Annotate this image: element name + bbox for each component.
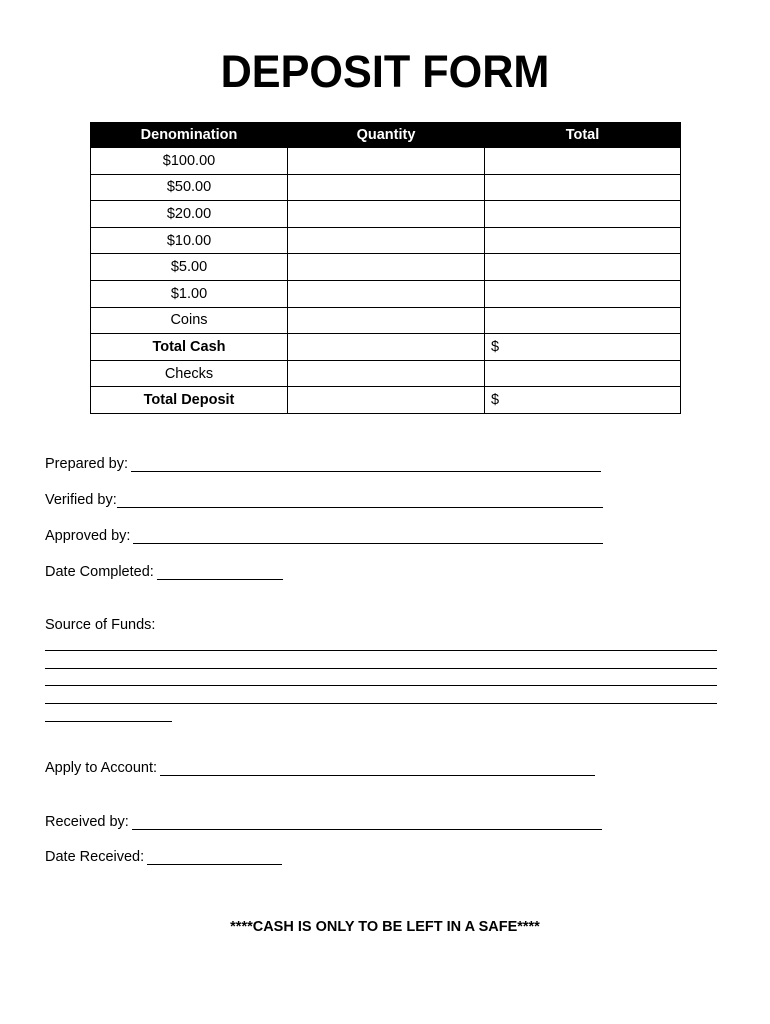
verified-by-line[interactable] xyxy=(117,493,603,508)
quantity-cell[interactable] xyxy=(288,174,485,201)
quantity-cell[interactable] xyxy=(288,387,485,414)
form-title: DEPOSIT FORM xyxy=(220,46,550,97)
apply-to-account-field xyxy=(45,760,595,776)
denomination-cell: $1.00 xyxy=(91,280,288,307)
denomination-cell: $20.00 xyxy=(91,201,288,228)
header-total: Total xyxy=(485,123,681,148)
date-completed-line[interactable] xyxy=(157,565,283,580)
denomination-cell: Total Cash xyxy=(91,334,288,361)
quantity-cell[interactable] xyxy=(288,360,485,387)
denomination-cell: Total Deposit xyxy=(91,387,288,414)
table-row xyxy=(91,254,681,281)
table-header-row xyxy=(91,123,681,148)
approved-by-label: Approved by: xyxy=(45,528,131,544)
table-row xyxy=(91,307,681,334)
safe-notice: ****CASH IS ONLY TO BE LEFT IN A SAFE**** xyxy=(230,919,540,935)
total-cell[interactable] xyxy=(485,254,681,281)
source-line-4[interactable] xyxy=(45,703,717,704)
table-row xyxy=(91,280,681,307)
header-quantity: Quantity xyxy=(288,123,485,148)
table-row-total-deposit xyxy=(91,387,681,414)
total-cell[interactable] xyxy=(485,360,681,387)
approved-by-field xyxy=(45,528,603,544)
received-by-field xyxy=(45,814,602,830)
denomination-cell: $100.00 xyxy=(91,148,288,175)
header-denomination: Denomination xyxy=(91,123,288,148)
denomination-cell: $5.00 xyxy=(91,254,288,281)
source-line-1[interactable] xyxy=(45,650,717,651)
total-cell[interactable] xyxy=(485,148,681,175)
total-cell[interactable]: $ xyxy=(485,387,681,414)
verified-by-label: Verified by: xyxy=(45,492,117,508)
quantity-cell[interactable] xyxy=(288,148,485,175)
quantity-cell[interactable] xyxy=(288,334,485,361)
table-row xyxy=(91,227,681,254)
table-row-total-cash xyxy=(91,334,681,361)
quantity-cell[interactable] xyxy=(288,201,485,228)
denomination-cell: $10.00 xyxy=(91,227,288,254)
table-row xyxy=(91,360,681,387)
table-row xyxy=(91,174,681,201)
quantity-cell[interactable] xyxy=(288,280,485,307)
date-received-field xyxy=(45,849,282,865)
verified-by-field xyxy=(45,492,603,508)
source-of-funds-field xyxy=(45,617,155,633)
denomination-cell: $50.00 xyxy=(91,174,288,201)
date-received-line[interactable] xyxy=(147,850,282,865)
date-received-label: Date Received: xyxy=(45,849,145,865)
source-line-3[interactable] xyxy=(45,685,717,686)
date-completed-label: Date Completed: xyxy=(45,564,154,580)
prepared-by-field xyxy=(45,456,601,472)
deposit-table xyxy=(90,122,681,414)
received-by-line[interactable] xyxy=(132,815,602,830)
approved-by-line[interactable] xyxy=(133,529,603,544)
prepared-by-line[interactable] xyxy=(131,457,601,472)
quantity-cell[interactable] xyxy=(288,254,485,281)
total-cell[interactable] xyxy=(485,227,681,254)
denomination-cell: Checks xyxy=(91,360,288,387)
quantity-cell[interactable] xyxy=(288,307,485,334)
total-cell[interactable]: $ xyxy=(485,334,681,361)
source-of-funds-label: Source of Funds: xyxy=(45,617,156,633)
table-row xyxy=(91,201,681,228)
denomination-cell: Coins xyxy=(91,307,288,334)
prepared-by-label: Prepared by: xyxy=(45,456,129,472)
source-line-2[interactable] xyxy=(45,668,717,669)
date-completed-field xyxy=(45,564,283,580)
source-line-5[interactable] xyxy=(45,721,172,722)
total-cell[interactable] xyxy=(485,174,681,201)
total-cell[interactable] xyxy=(485,201,681,228)
apply-to-account-line[interactable] xyxy=(160,761,595,776)
total-cell[interactable] xyxy=(485,307,681,334)
received-by-label: Received by: xyxy=(45,814,129,830)
apply-to-account-label: Apply to Account: xyxy=(45,760,158,776)
table-row xyxy=(91,148,681,175)
quantity-cell[interactable] xyxy=(288,227,485,254)
total-cell[interactable] xyxy=(485,280,681,307)
